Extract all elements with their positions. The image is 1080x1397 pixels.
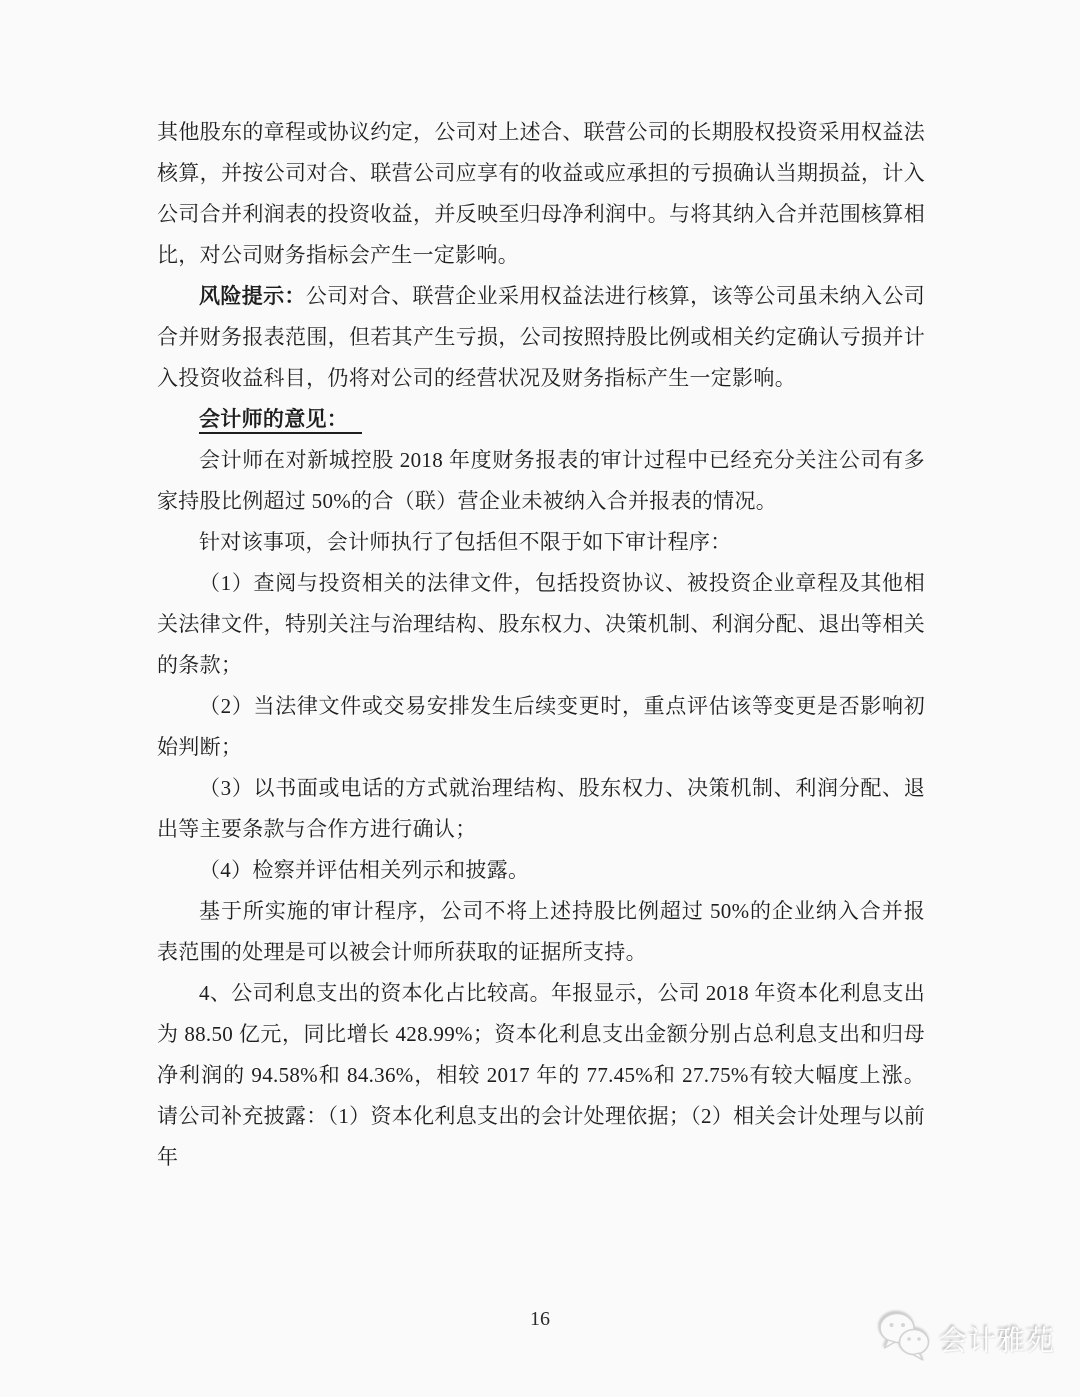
document-body [157, 112, 925, 1178]
risk-note-text: 公司对合、联营企业采用权益法进行核算，该等公司虽未纳入公司合并财务报表范围，但若其产生亏损，公司按照持股比例或相关约定确认亏损并计入投资收益科目，仍将对公司的经营状况及财务指标产生一定影响。 [157, 284, 926, 390]
wechat-icon [878, 1310, 930, 1367]
section-heading: 会计师的意见： [199, 407, 362, 434]
paragraph-conclusion: 基于所实施的审计程序，公司不将上述持股比例超过 50%的企业纳入合并报表范围的处理是可以被会计师所获取的证据所支持。 [157, 899, 925, 964]
paragraph-procedures-intro: 针对该事项，会计师执行了包括但不限于如下审计程序： [199, 530, 732, 554]
risk-note-lead: 风险提示： [199, 284, 306, 308]
paragraph-auditor-attention: 会计师在对新城控股 2018 年度财务报表的审计过程中已经充分关注公司有多家持股比例超过 50%的合（联）营企业未被纳入合并报表的情况。 [157, 448, 925, 513]
page-number: 16 [530, 1308, 550, 1330]
paragraph-procedure-1: （1）查阅与投资相关的法律文件，包括投资协议、被投资企业章程及其他相关法律文件，特别关注与治理结构、股东权力、决策机制、利润分配、退出等相关的条款； [157, 571, 925, 677]
watermark-label: 会计雅苑 [939, 1324, 1056, 1356]
section-heading-row [157, 399, 925, 440]
watermark [878, 1310, 1055, 1367]
paragraph-procedure-4: （4）检察并评估相关列示和披露。 [199, 858, 530, 882]
paragraph-procedure-3: （3）以书面或电话的方式就治理结构、股东权力、决策机制、利润分配、退出等主要条款与合作方进行确认； [157, 776, 925, 841]
paragraph-continuation: 其他股东的章程或协议约定，公司对上述合、联营公司的长期股权投资采用权益法核算，并按公司对合、联营公司应享有的收益或应承担的亏损确认当期损益，计入公司合并利润表的投资收益，并反映至归母净利润中。与将其纳入合并范围核算相比，对公司财务指标会产生一定影响。 [157, 120, 925, 267]
paragraph-procedure-2: （2）当法律文件或交易安排发生后续变更时，重点评估该等变更是否影响初始判断； [157, 694, 925, 759]
paragraph-risk-note [157, 276, 925, 399]
paragraph-item-4: 4、公司利息支出的资本化占比较高。年报显示，公司 2018 年资本化利息支出为 88.50 亿元，同比增长 428.99%；资本化利息支出金额分别占总利息支出和归母净利润的 94.58%和 84.36%，相较 2017 年的 77.45%和 27.75%有较大幅度上涨。请公司补充披露：（1）资本化利息支出的会计处理依据；（2）相关会计处理与以前年 [157, 981, 925, 1169]
